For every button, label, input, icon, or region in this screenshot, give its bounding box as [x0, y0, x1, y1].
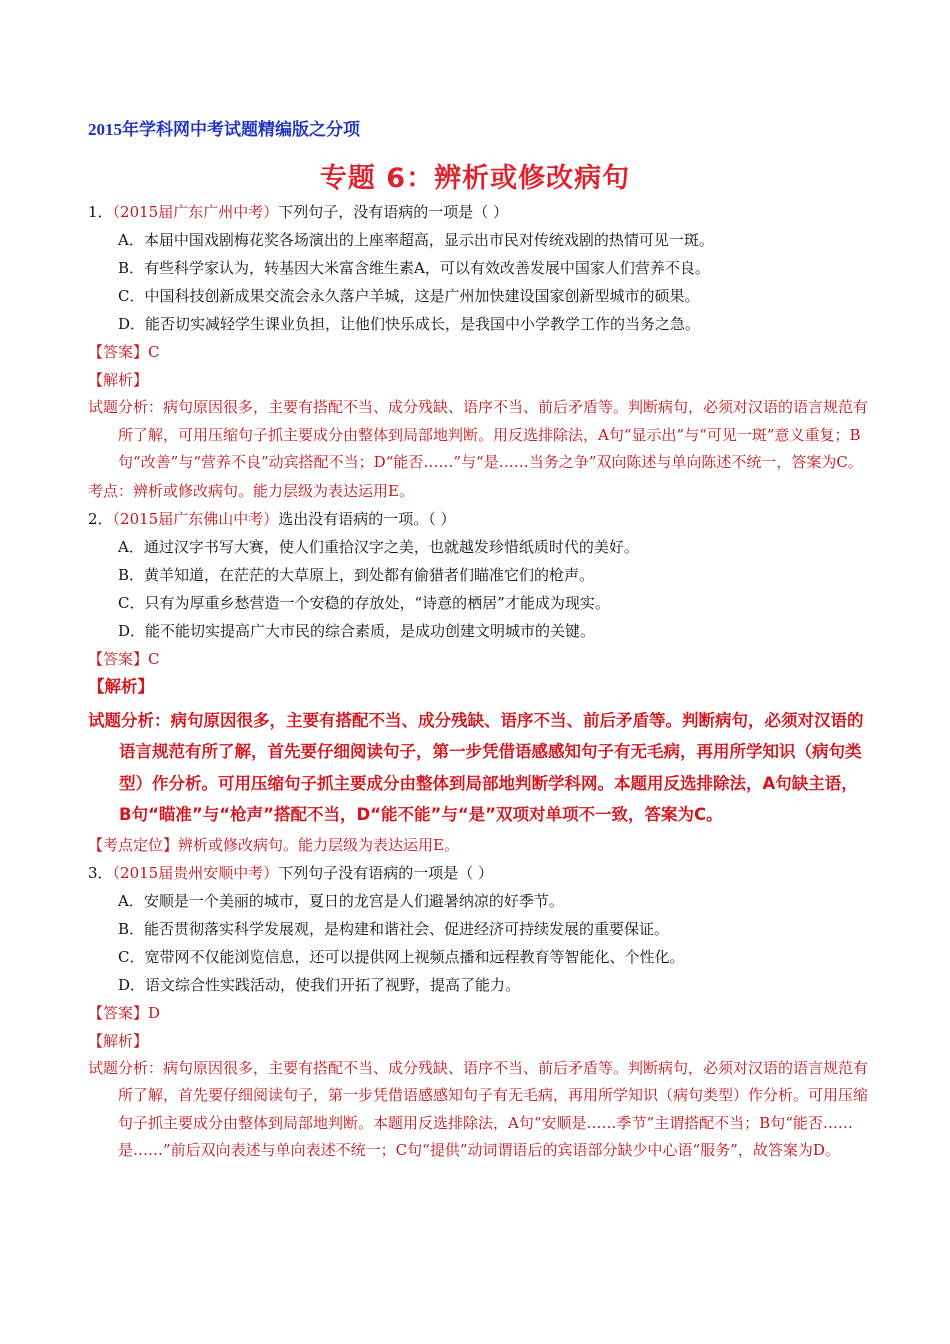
question-number: 3．: [88, 863, 113, 882]
analysis-text: 试题分析：病句原因很多，主要有搭配不当、成分残缺、语序不当、前后矛盾等。判断病句，必须对汉语的语言规范有所了解，首先要仔细阅读句子，第一步凭借语感感知句子有无毛病，再用所学知识（病句类型）作分析。可用压缩句子抓主要成分由整体到局部地判断。本题用反选排除法，A句“安顺是……季节”主谓搭配不当；B句“能否……是……”前后双向表述与单向表述不统一；C句“提供”动词谓语后的宾语部分缺少中心语“服务”，故答案为D。: [88, 1058, 869, 1159]
point-label: 【考点定位】: [88, 835, 179, 854]
point-text: 辨析或修改病句。能力层级为表达运用E。: [178, 835, 459, 854]
option-b: B．能否贯彻落实科学发展观，是构建和谐社会、促进经济可持续发展的重要保证。: [118, 919, 670, 938]
analysis-label: 【解析】: [88, 1031, 149, 1050]
option-b: B．黄羊知道，在茫茫的大草原上，到处都有偷猎者们瞄准它们的枪声。: [118, 565, 595, 584]
answer-value: D: [148, 1003, 161, 1022]
analysis-text: 试题分析：病句原因很多，主要有搭配不当、成分残缺、语序不当、前后矛盾等。判断病句，必须对汉语的语言规范有所了解，可用压缩句子抓主要成分由整体到局部地判断。用反选排除法，A句“显示出”与“可见一斑”意义重复；B句“改善”与“营养不良”动宾搭配不当；D“能否……”与“是……当务之争”双向陈述与单向陈述不统一，答案为C。: [88, 398, 869, 471]
question-number: 2．: [88, 509, 113, 528]
answer-label: 【答案】: [88, 1003, 149, 1022]
answer-label: 【答案】: [88, 649, 149, 668]
question-stem: [88, 859, 868, 887]
option-d: D．语文综合性实践活动，使我们开拓了视野，提高了能力。: [118, 975, 521, 994]
question-number: 1．: [88, 203, 113, 221]
option-c: C．中国科技创新成果交流会永久落户羊城，这是广州加快建设国家创新型城市的硕果。: [118, 287, 700, 305]
option-b: B．有些科学家认为，转基因大米富含维生素A，可以有效改善发展中国家人们营养不良。: [118, 259, 710, 277]
analysis-label: 【解析】: [88, 371, 149, 389]
option-a: A．安顺是一个美丽的城市，夏日的龙宫是人们避暑纳凉的好季节。: [118, 891, 564, 910]
answer-value: C: [148, 649, 160, 668]
question-3: [88, 859, 868, 1165]
analysis-label: 【解析】: [88, 676, 154, 696]
question-2: [88, 505, 868, 859]
question-text: 下列句子没有语病的一项是（ ）: [278, 863, 494, 882]
answer-value: C: [148, 343, 160, 361]
option-a: A．本届中国戏剧梅花奖各场演出的上座率超高，显示出市民对传统戏剧的热情可见一斑。: [118, 231, 714, 249]
answer-label: 【答案】: [88, 343, 149, 361]
option-c: C．宽带网不仅能浏览信息，还可以提供网上视频点播和远程教育等智能化、个性化。: [118, 947, 685, 966]
question-stem: [88, 505, 868, 533]
answer-line: [88, 338, 868, 366]
question-text: 下列句子，没有语病的一项是（ ）: [278, 203, 509, 221]
option-d: D．能不能切实提高广大市民的综合素质，是成功创建文明城市的关键。: [118, 621, 596, 640]
question-text: 选出没有语病的一项。（ ）: [278, 509, 456, 528]
answer-line: [88, 645, 868, 673]
question-source: （2015届广东广州中考）: [112, 203, 279, 221]
question-source: （2015届贵州安顺中考）: [112, 863, 279, 882]
question-source: （2015届广东佛山中考）: [112, 509, 279, 528]
question-stem: [88, 198, 868, 226]
question-1: [88, 198, 868, 505]
analysis-text: 试题分析：病句原因很多，主要有搭配不当、成分残缺、语序不当、前后矛盾等。判断病句，必须对汉语的语言规范有所了解，首先要仔细阅读句子，第一步凭借语感感知句子有无毛病，再用所学知识（病句类型）作分析。可用压缩句子抓主要成分由整体到局部地判断学科网。本题用反选排除法，A句缺主语，B句“瞄准”与“枪声”搭配不当，D“能不能”与“是”双项对单项不一致，答案为C。: [88, 710, 864, 824]
question-list: [88, 198, 868, 1165]
option-d: D．能否切实减轻学生课业负担，让他们快乐成长，是我国中小学教学工作的当务之急。: [118, 315, 701, 333]
point-line: 考点：辨析或修改病句。能力层级为表达运用E。: [88, 481, 414, 500]
topic-title: 专题 6：辨析或修改病句: [319, 163, 631, 194]
option-c: C．只有为厚重乡愁营造一个安稳的存放处，“诗意的栖居”才能成为现实。: [118, 593, 610, 612]
answer-line: [88, 999, 868, 1027]
document-header: 2015年学科网中考试题精编版之分项: [88, 120, 360, 139]
option-a: A．通过汉字书写大赛，使人们重拾汉字之美，也就越发珍惜纸质时代的美好。: [118, 537, 639, 556]
point-line: [88, 831, 868, 859]
